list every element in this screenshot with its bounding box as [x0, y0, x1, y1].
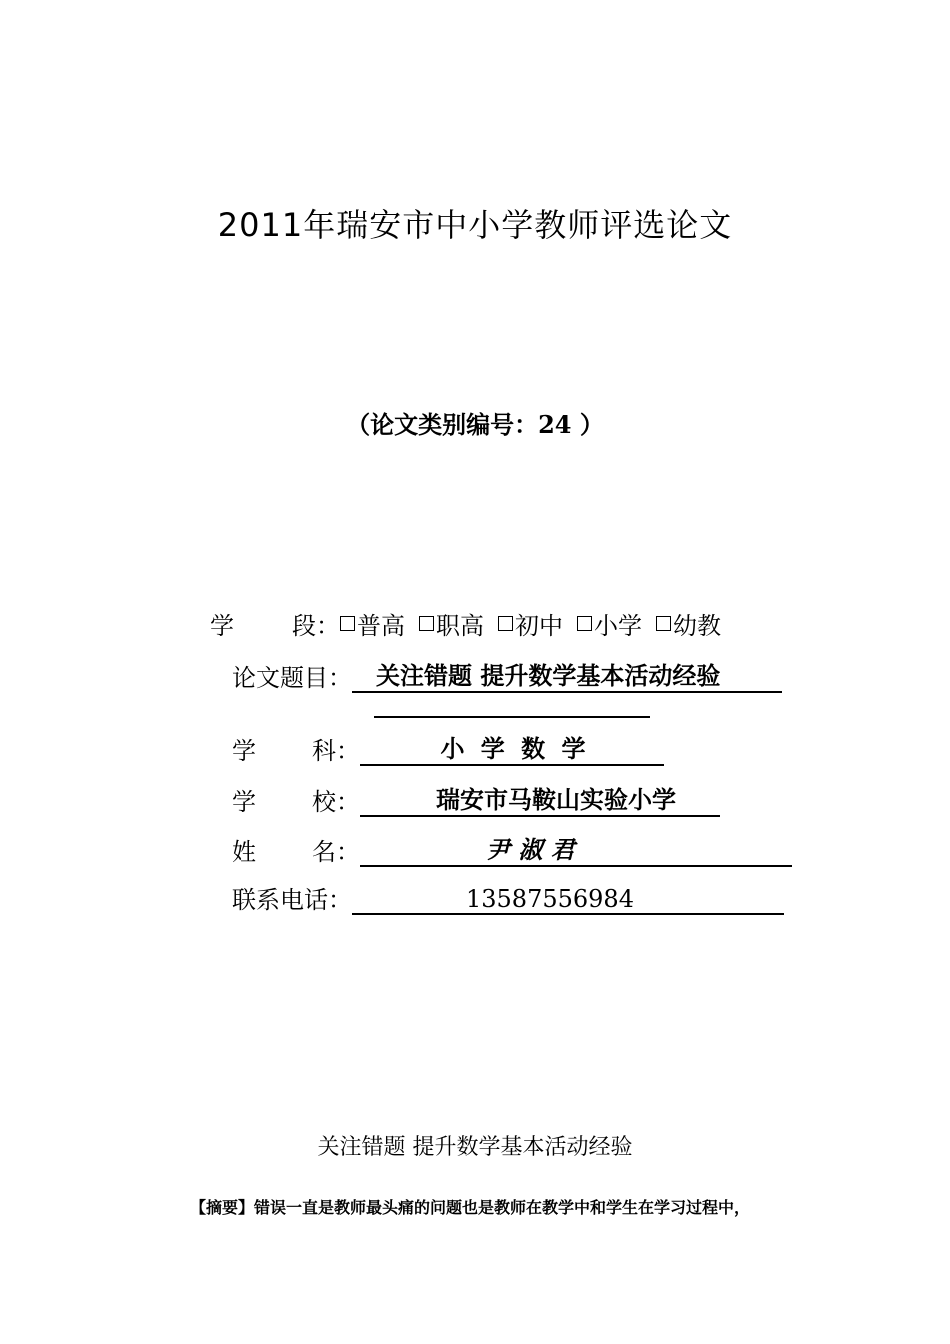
- essay-title: 关注错题 提升数学基本活动经验: [317, 1135, 633, 1160]
- school-label-1: 学: [232, 788, 256, 816]
- name-label-1: 姓: [232, 838, 256, 866]
- topic-continuation-line: [374, 700, 650, 718]
- checkbox-icon[interactable]: [340, 616, 355, 631]
- stage-option-youJiao[interactable]: 幼教: [656, 606, 721, 641]
- category-number: （论文类别编号：24 ）: [346, 410, 604, 439]
- school-value: 瑞安市马鞍山实验小学: [360, 780, 720, 817]
- name-value: 尹 淑 君: [360, 830, 792, 867]
- topic-row: [232, 656, 782, 693]
- school-row: [232, 780, 720, 817]
- stage-option-puGao[interactable]: 普高: [340, 606, 405, 641]
- topic-label: 论文题目：: [232, 664, 352, 692]
- stage-label-2: 段：: [292, 612, 340, 640]
- subject-value: 小 学 数 学: [360, 729, 664, 766]
- stage-row: [210, 606, 735, 641]
- checkbox-icon[interactable]: [656, 616, 671, 631]
- subject-row: [232, 729, 664, 766]
- checkbox-icon[interactable]: [419, 616, 434, 631]
- phone-value: 13587556984: [352, 885, 784, 915]
- stage-option-chuZhong[interactable]: 初中: [498, 606, 563, 641]
- topic-value: 关注错题 提升数学基本活动经验: [352, 656, 782, 693]
- stage-label-1: 学: [210, 612, 234, 640]
- stage-option-xiaoXue[interactable]: 小学: [577, 606, 642, 641]
- school-label-2: 校：: [312, 788, 360, 816]
- subject-label-1: 学: [232, 737, 256, 765]
- subject-label-2: 科：: [312, 737, 360, 765]
- name-row: [232, 830, 792, 867]
- name-label-2: 名：: [312, 838, 360, 866]
- phone-label: 联系电话：: [232, 886, 352, 914]
- page-title: 2011年瑞安市中小学教师评选论文: [217, 206, 733, 244]
- checkbox-icon[interactable]: [577, 616, 592, 631]
- abstract-text: 【摘要】错误一直是教师最头痛的问题也是教师在教学中和学生在学习过程中，: [190, 1198, 751, 1217]
- stage-option-zhiGao[interactable]: 职高: [419, 606, 484, 641]
- phone-row: [232, 880, 784, 915]
- checkbox-icon[interactable]: [498, 616, 513, 631]
